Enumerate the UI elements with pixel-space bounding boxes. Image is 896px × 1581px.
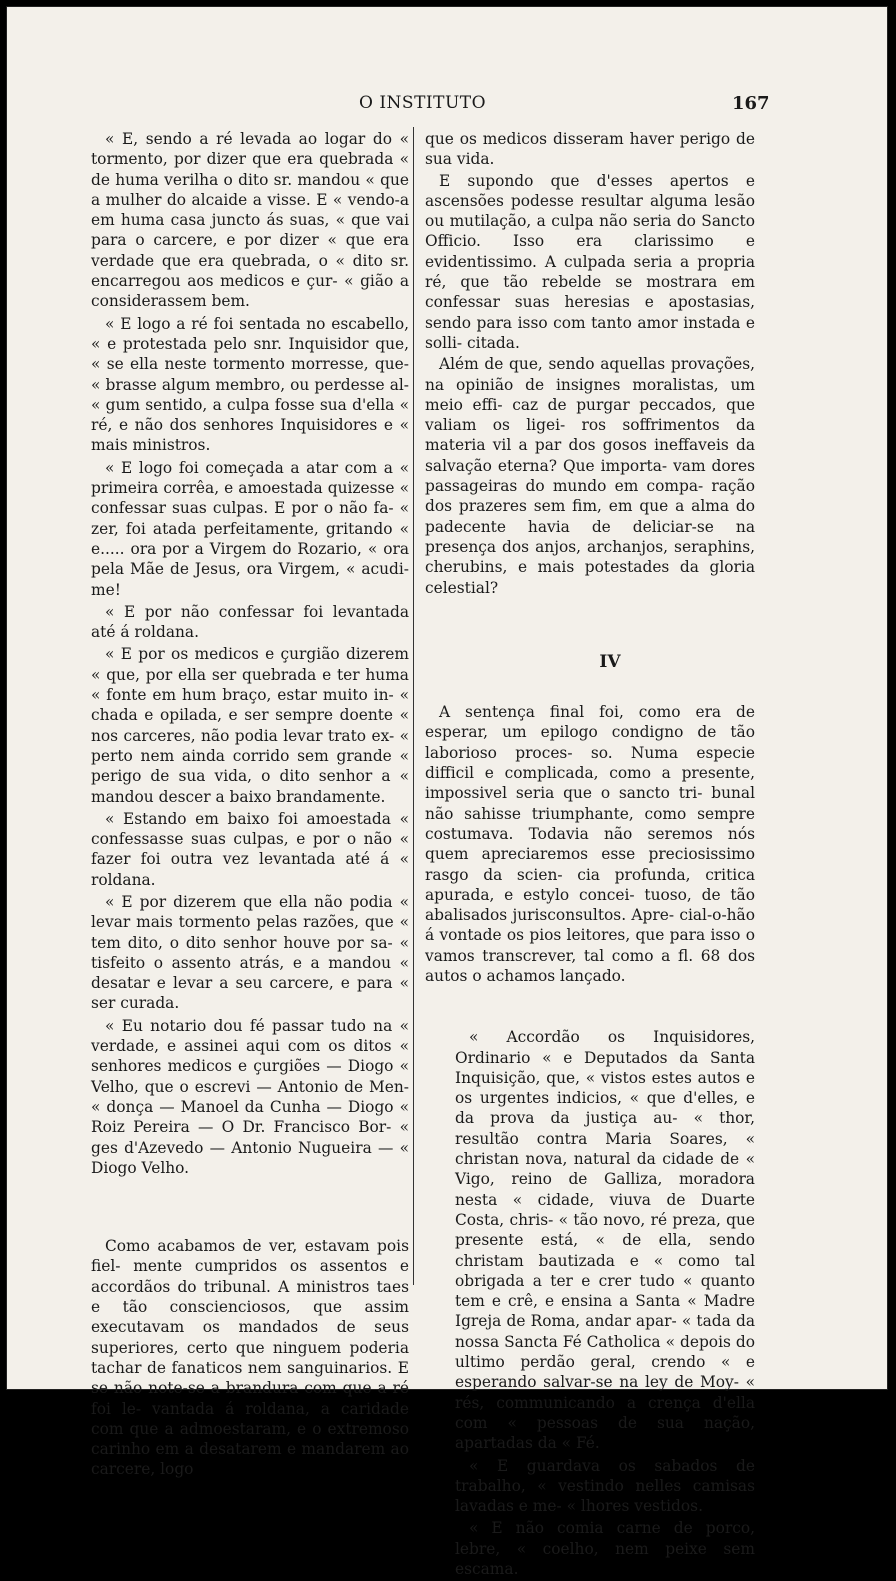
paragraph: « E logo foi começada a atar com a « primeira corrêa, e amoestada quizesse « confessar suas culpas. E por o não fa- « zer, foi atada perfeitamente, gritando « e..... ora por a Virgem do Rozario, « ora pela Mãe de Jesus, ora Virgem, « acudi-me! <box>91 458 409 599</box>
left-column <box>91 129 409 1481</box>
paragraph: E supondo que d'esses apertos e ascensões podesse resultar alguma lesão ou mutilação, a culpa não seria do Sancto Officio. Isso era clarissimo e evidentissimo. A culpada seria a propria ré, que tão rebelde se mostrara em confessar suas heresias e apostasias, sendo para isso com tanto amor instada e solli- citada. <box>425 171 755 352</box>
paragraph: « Eu notario dou fé passar tudo na « verdade, e assinei aqui com os ditos « senhores medicos e çurgiões — Diogo « Velho, que o escrevi — Antonio de Men- « donça — Manoel da Cunha — Diogo « Roiz Pereira — O Dr. Francisco Bor- « ges d'Azevedo — Antonio Nugueira — « Diogo Velho. <box>91 1016 409 1177</box>
paragraph: « E por não confessar foi levantada até á roldana. <box>91 602 409 642</box>
page-number: 167 <box>732 93 770 114</box>
paragraph: « Estando em baixo foi amoestada « confessasse suas culpas, e por o não « fazer foi outra vez levantada até á « roldana. <box>91 809 409 889</box>
page-header <box>7 93 887 123</box>
paragraph: « E por dizerem que ella não podia « levar mais tormento pelas razões, que « tem dito, o dito senhor houve por sa- « tisfeito o assento atrás, e a mandou « desatar e levar a seu carcere, e para « ser curada. <box>91 892 409 1013</box>
book-page <box>6 6 888 1578</box>
section-number: IV <box>599 651 621 672</box>
paragraph: Além de que, sendo aquellas provações, na opinião de insignes moralistas, um meio effi- caz de purgar peccados, que valiam os ligei- ros soffrimentos da materia vil a par dos gosos ineffaveis da salvação eterna? Que importa- vam dores passageiras do mundo em compa- ração dos prazeres sem fim, em que a alma do padecente havia de deliciar-se na presença dos anjos, archanjos, seraphins, cherubins, e mais potestades da gloria celestial? <box>425 355 755 597</box>
paragraph: « Accordão os Inquisidores, Ordinario « e Deputados da Santa Inquisição, que, « vistos estes autos e os urgentes indicios, « que d'elles, e da prova da justiça au- « thor, resultão contra Maria Soares, « christan nova, natural da cidade de « Vigo, reino de Galliza, moradora nesta « cidade, viuva de Duarte Costa, chris- « tão novo, ré preza, que presente está, « de ella, sendo christam bautizada e « como tal obrigada a ter e crer tudo « quanto tem e crê, e ensina a Santa « Madre Igreja de Roma, andar apar- « tada da nossa Sancta Fé Catholica « depois do ultimo perdão geral, crendo « e esperando salvar-se na ley de Moy- « rés, communicando a crença d'ella com « pessoas de sua nação, apartadas da « Fé. <box>455 1028 755 1453</box>
paragraph: « E, sendo a ré levada ao logar do « tormento, por dizer que era quebrada « de huma verilha o dito sr. mandou « que a mulher do alcaide a visse. E « vendo-a em huma casa juncto ás suas, « que vai para o carcere, e por dizer « que era verdade que era quebrada, o « dito sr. encarregou aos medicos e çur- « gião a considerassem bem. <box>91 130 409 311</box>
right-column <box>425 129 755 1581</box>
paragraph: A sentença final foi, como era de esperar, um epilogo condigno de tão laborioso proces- so. Numa especie difficil e complicada, como a presente, impossivel seria que o sancto tri- bunal não sahisse triumphante, como sempre costumava. Todavia não seremos nós quem apreciaremos esse preciosissimo rasgo da scien- cia profunda, critica apurada, e estylo concei- tuoso, de tão abalisados jurisconsultos. Apre- cial-o-hão á vontade os pios leitores, que para isso o vamos transcrever, tal como a fl. 68 dos autos o achamos lançado. <box>425 703 755 985</box>
paragraph: « E guardava os sabados de trabalho, « vestindo nelles camisas lavadas e me- « lhores vestidos. <box>455 1456 755 1516</box>
spacer <box>91 1180 409 1236</box>
paragraph: Como acabamos de ver, estavam pois fiel- mente cumpridos os assentos e accordãos do tribunal. A ministros taes e tão conscienciosos, que assim executavam os mandados de seus superiores, certo que ninguem poderia tachar de fanaticos nem sanguinarios. E se não note-se a brandura com que a ré foi le- vantada á roldana, a caridade com que a admoestaram, e o extremoso carinho em a desatarem e mandarem ao carcere, logo <box>91 1237 409 1479</box>
paragraph: « E não comia carne de porco, lebre, « coelho, nem peixe sem escama. <box>455 1519 755 1578</box>
running-title: O INSTITUTO <box>359 93 487 113</box>
spacer <box>425 987 755 1027</box>
sentence-quote <box>425 1027 755 1579</box>
column-divider <box>413 127 414 1285</box>
paragraph: « E logo a ré foi sentada no escabello, « e protestada pelo snr. Inquisidor que, « se ella neste tormento morresse, que- « brasse algum membro, ou perdesse al- « gum sentido, a culpa fosse sua d'ella « ré, e não dos senhores Inquisidores e « mais ministros. <box>91 314 409 455</box>
paragraph: que os medicos disseram haver perigo de sua vida. <box>425 130 755 169</box>
paragraph: « E por os medicos e çurgião dizerem « que, por ella ser quebrada e ter huma « fonte em hum braço, estar muito in- « chada e opilada, e ser sempre doente « nos carceres, não podia levar trato ex- « perto nem ainda corrido sem grande « perigo de sua vida, o dito senhor a « mandou descer a baixo brandamente. <box>91 645 409 806</box>
